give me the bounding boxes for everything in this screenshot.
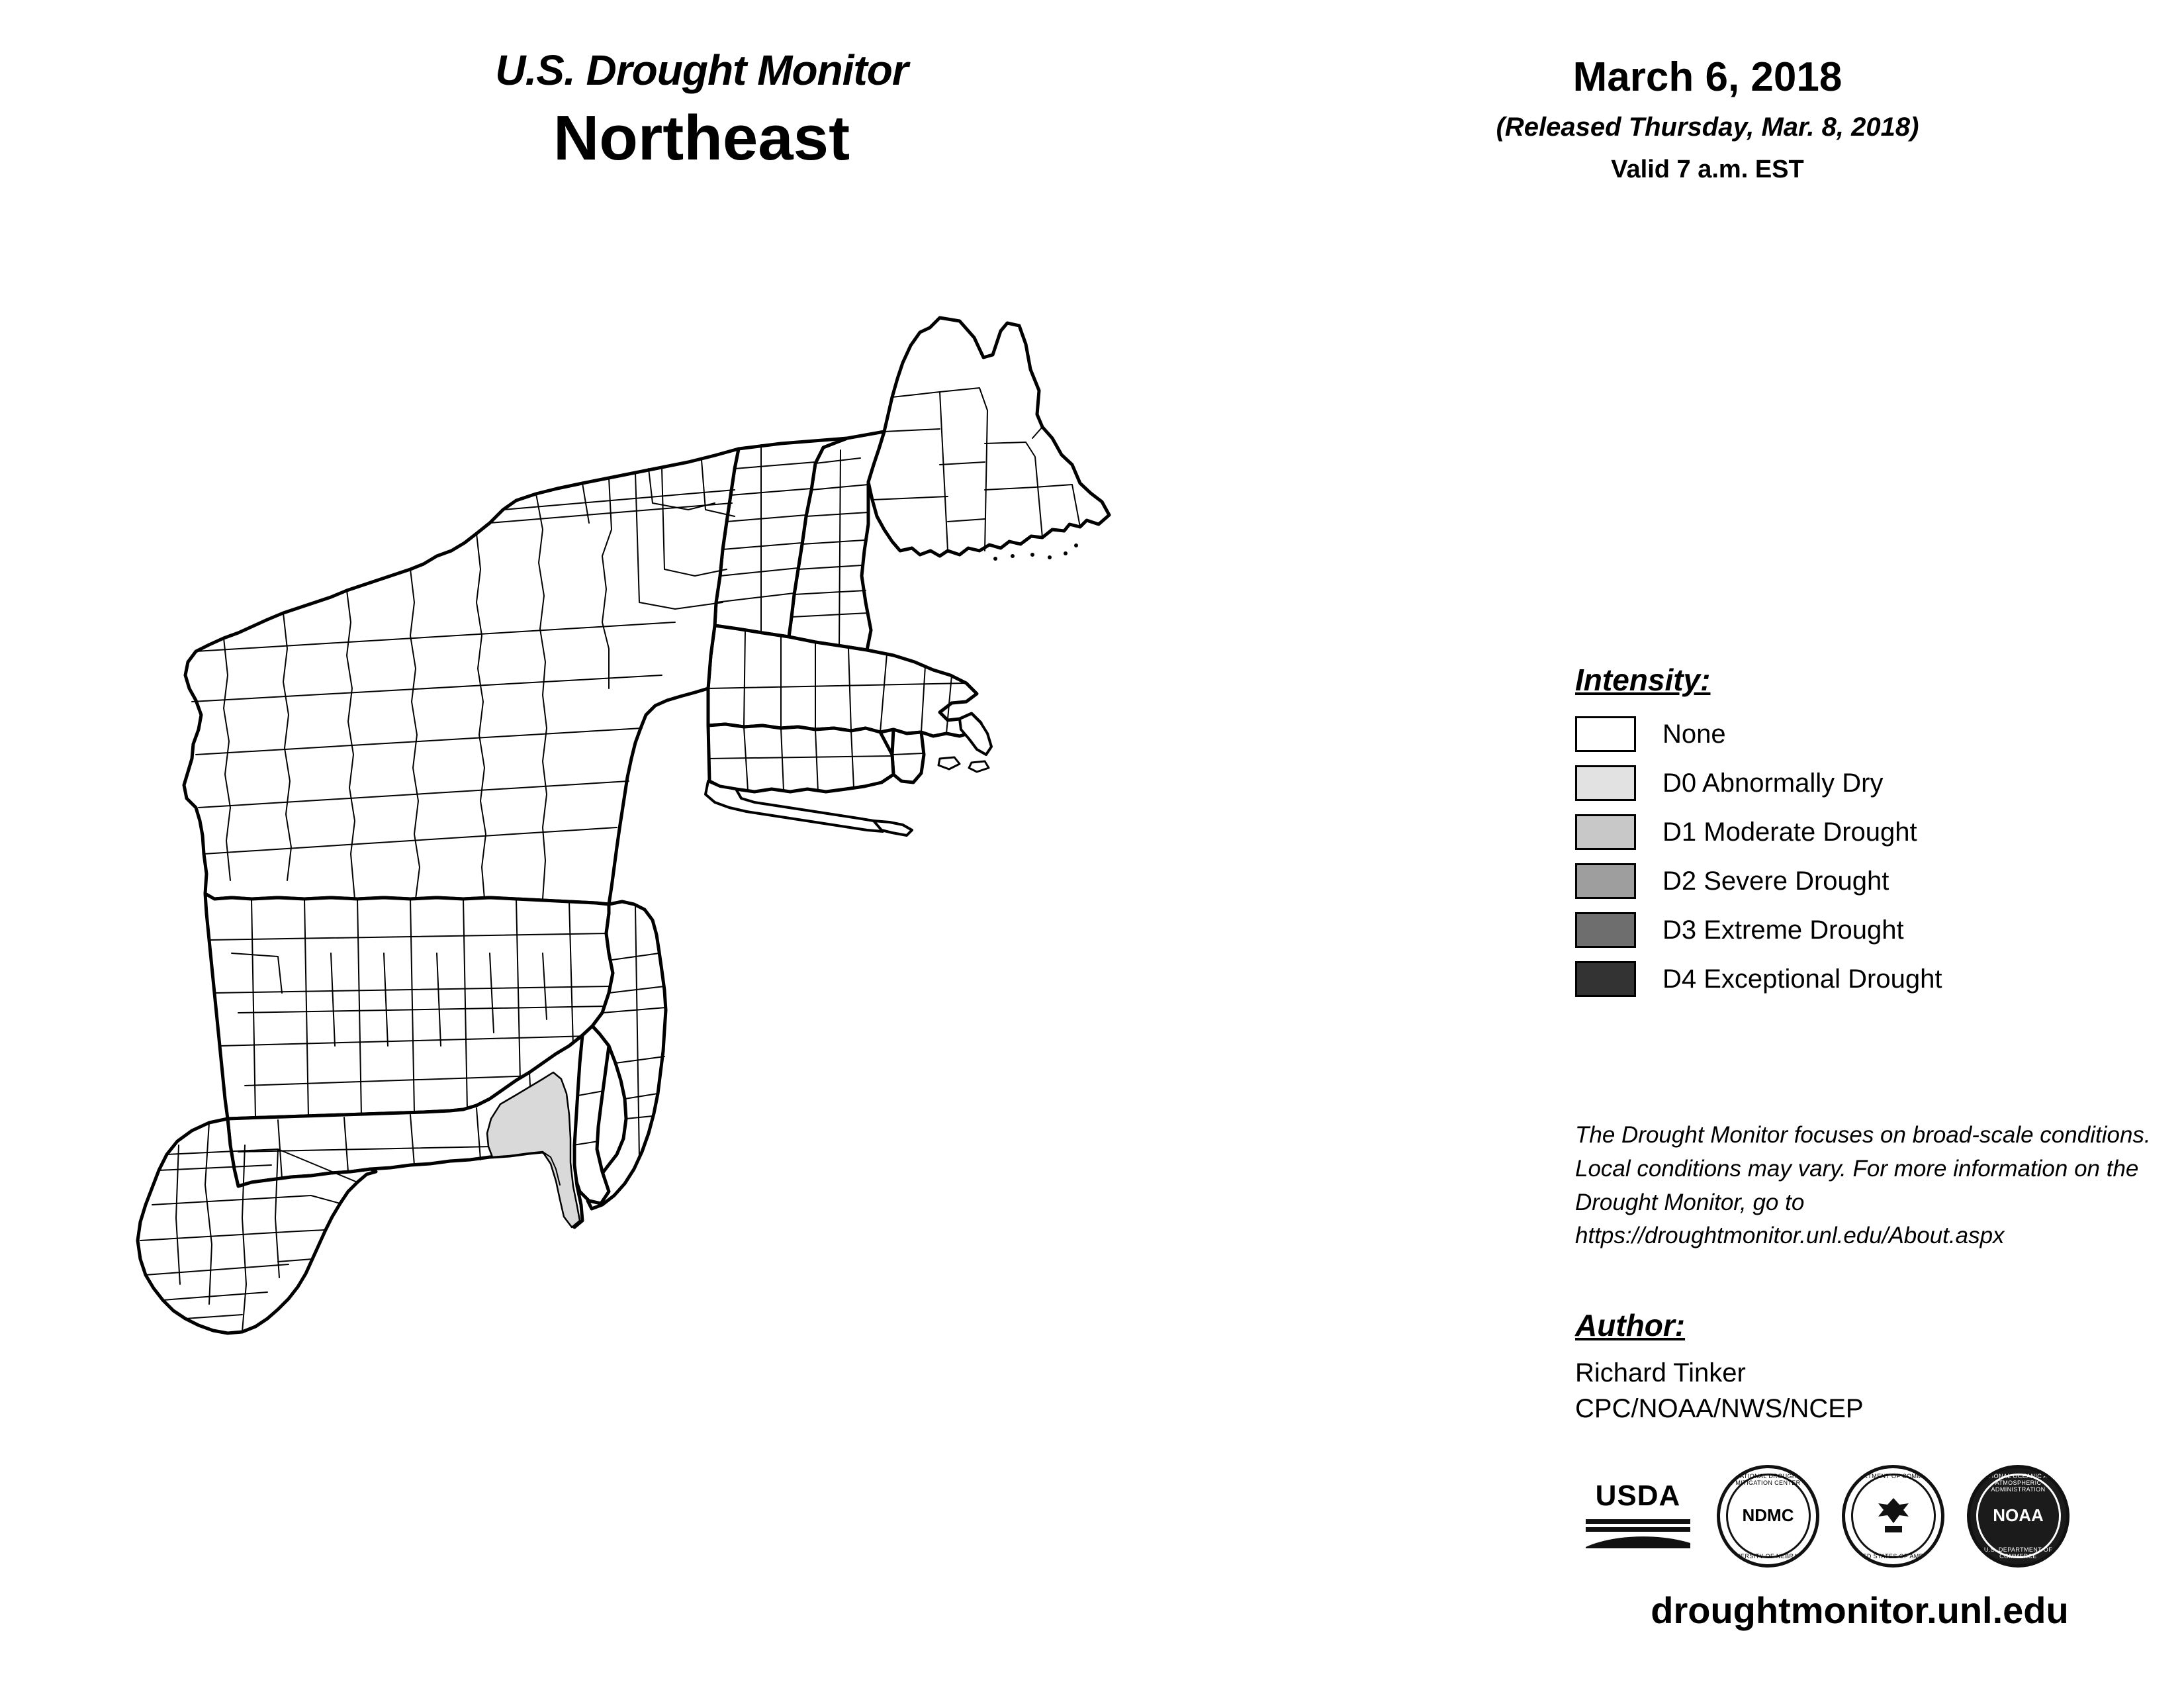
state-rhode-island [892, 729, 924, 782]
coast-detail-dot [993, 557, 997, 561]
map-date: March 6, 2018 [1572, 54, 1843, 100]
author-name: Richard Tinker [1575, 1358, 1746, 1387]
ndmc-logo [1717, 1465, 1819, 1568]
legend-panel [1575, 662, 2144, 1004]
coast-detail-dot [1048, 555, 1052, 559]
legend-label-d0: D0 Abnormally Dry [1662, 768, 1884, 798]
logo-row [1582, 1456, 2164, 1575]
nantucket [969, 761, 989, 772]
legend-item-d1 [1575, 808, 2144, 857]
legend-swatch-d0 [1575, 765, 1636, 801]
noaa-logo-micro-top: NATIONAL OCEANIC AND ATMOSPHERIC ADMINISTRATION [1979, 1472, 2057, 1493]
noaa-logo-text: NOAA [1993, 1505, 2044, 1526]
legend-label-d2: D2 Severe Drought [1662, 866, 1889, 896]
legend-note: The Drought Monitor focuses on broad-scale conditions. Local conditions may vary. For more information on the Drought Monitor, go to https://droughtmonitor.unl.edu/About.aspx [1575, 1122, 2151, 1249]
legend-item-d3 [1575, 906, 2144, 955]
cape-cod [960, 714, 991, 755]
coast-detail-dot [1064, 551, 1068, 555]
legend-label-d3: D3 Extreme Drought [1662, 915, 1904, 945]
map-release-date: (Released Thursday, Mar. 8, 2018) [1496, 113, 1919, 142]
header-date-block [1377, 53, 2038, 189]
legend-swatch-d3 [1575, 912, 1636, 948]
legend-label-d1: D1 Moderate Drought [1662, 817, 1917, 847]
ndmc-logo-micro-top: NATIONAL DROUGHT MITIGATION CENTER [1735, 1472, 1801, 1486]
doc-seal-logo [1842, 1465, 1944, 1568]
eagle-icon [1865, 1487, 1922, 1544]
legend-label-none: None [1662, 719, 1726, 749]
legend-swatch-d2 [1575, 863, 1636, 899]
coast-detail-dot [1074, 543, 1078, 547]
coast-detail-dot [1030, 553, 1034, 557]
state-maine [868, 318, 1109, 556]
legend-swatch-none [1575, 716, 1636, 752]
doc-seal-micro-top: DEPARTMENT OF COMMERCE [1846, 1472, 1940, 1479]
noaa-logo-micro-bottom: U.S. DEPARTMENT OF COMMERCE [1983, 1546, 2053, 1560]
map-valid-time: Valid 7 a.m. EST [1611, 156, 1804, 184]
usda-logo-mark [1582, 1517, 1694, 1553]
legend-swatch-d1 [1575, 814, 1636, 850]
ndmc-logo-micro-bottom: UNIVERSITY OF NEBRASKA [1725, 1552, 1811, 1560]
header-title-block [371, 46, 1032, 175]
state-new-york [184, 449, 739, 904]
program-title: U.S. Drought Monitor [495, 46, 908, 94]
coast-detail-dot [1011, 554, 1015, 558]
site-url[interactable]: droughtmonitor.unl.edu [1651, 1589, 2069, 1631]
ndmc-logo-inner [1726, 1474, 1811, 1558]
doc-seal-inner [1851, 1474, 1936, 1558]
usda-logo [1582, 1479, 1694, 1553]
legend-item-d0 [1575, 759, 2144, 808]
legend-label-d4: D4 Exceptional Drought [1662, 964, 1942, 994]
doc-seal-micro-bottom: UNITED STATES OF AMERICA [1847, 1552, 1939, 1560]
legend-item-d2 [1575, 857, 2144, 906]
author-title: Author: [1575, 1308, 1686, 1342]
author-block [1575, 1307, 2171, 1427]
legend-item-d4 [1575, 955, 2144, 1004]
usda-logo-text: USDA [1595, 1479, 1681, 1512]
legend-item-none [1575, 710, 2144, 759]
marthas-vineyard [938, 757, 960, 769]
author-affiliation: CPC/NOAA/NWS/NCEP [1575, 1394, 1864, 1423]
legend-title: Intensity: [1575, 663, 1711, 697]
noaa-logo [1967, 1465, 2070, 1568]
ndmc-logo-text: NDMC [1742, 1505, 1794, 1526]
long-island-fork [874, 821, 912, 835]
northeast-drought-map [79, 291, 1522, 1589]
region-title: Northeast [553, 102, 850, 173]
legend-swatch-d4 [1575, 961, 1636, 997]
